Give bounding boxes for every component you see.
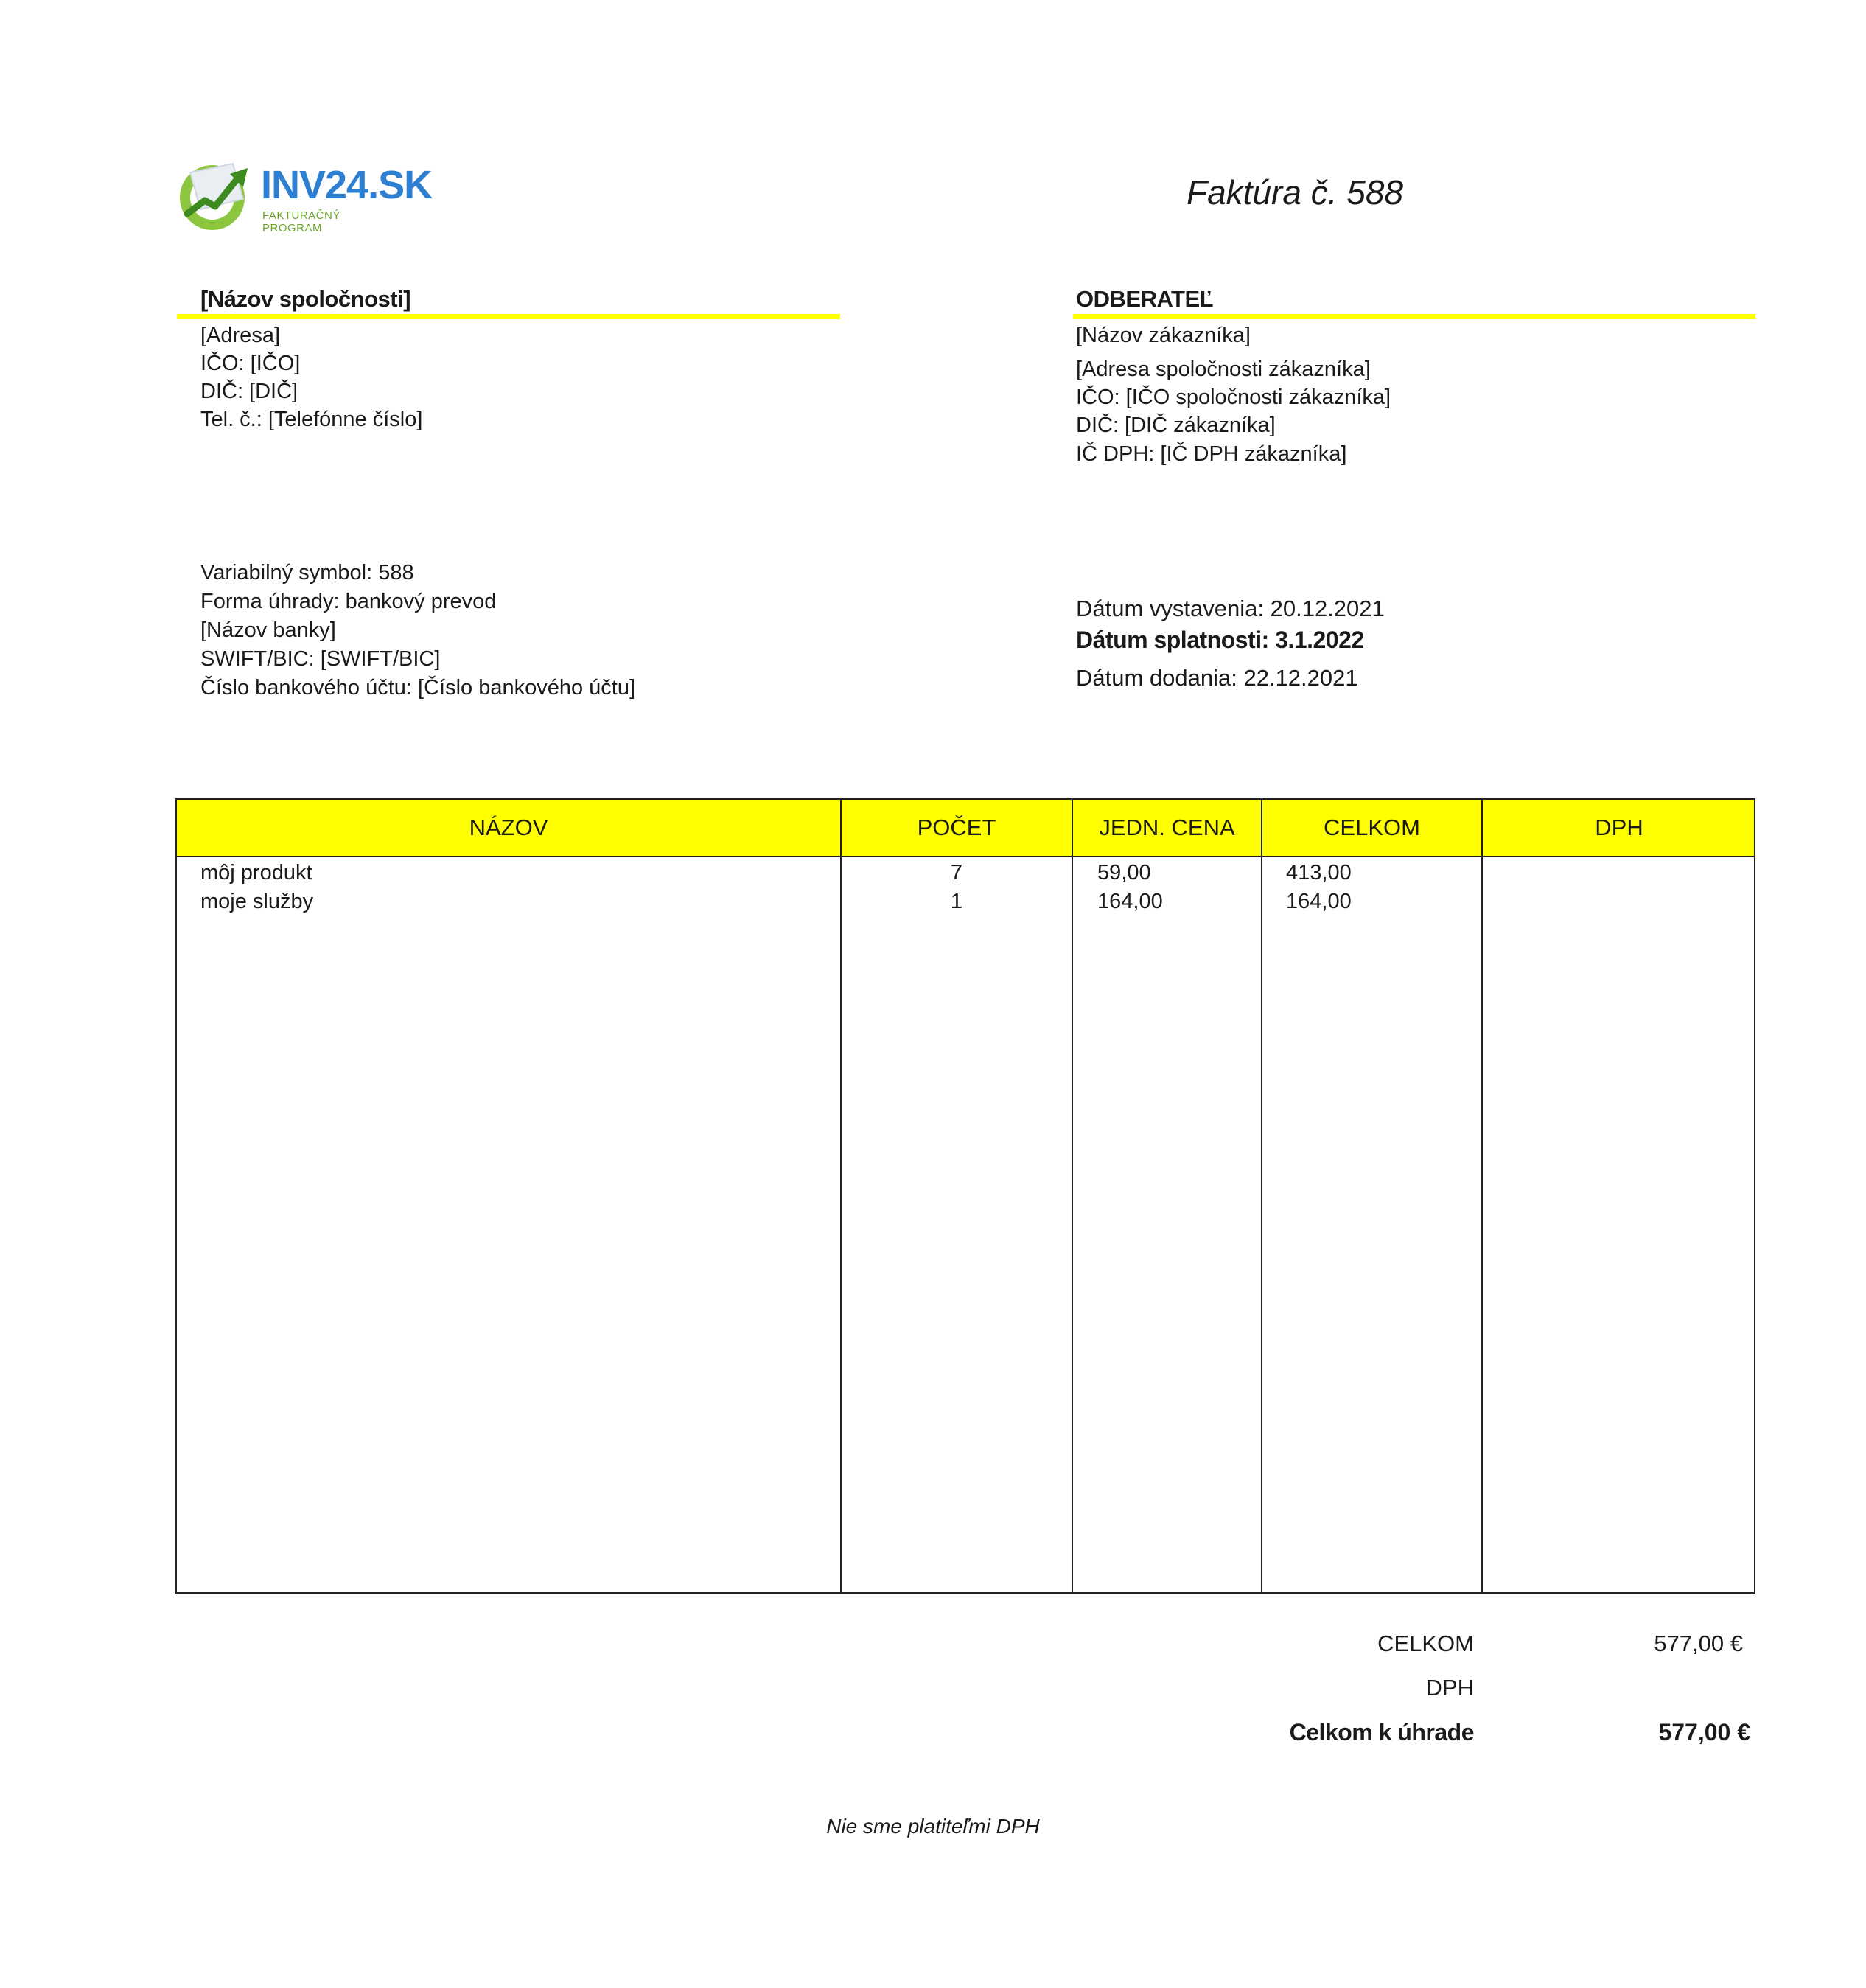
row-unit-price: 164,00	[1097, 890, 1163, 913]
supplier-phone: Tel. č.: [Telefónne číslo]	[200, 408, 423, 431]
supplier-address: [Adresa]	[200, 324, 280, 347]
bank-name: [Názov banky]	[200, 618, 336, 642]
customer-address: [Adresa spoločnosti zákazníka]	[1076, 358, 1371, 381]
logo-chart-icon	[175, 158, 256, 231]
bank-account: Číslo bankového účtu: [Číslo bankového účtu]	[200, 676, 636, 700]
company-logo	[175, 158, 433, 234]
customer-ico: IČO: [IČO spoločnosti zákazníka]	[1076, 386, 1391, 409]
supplier-name: [Názov spoločnosti]	[200, 286, 411, 312]
header-vat: DPH	[1595, 815, 1643, 840]
supplier-dic: DIČ: [DIČ]	[200, 380, 298, 403]
logo-subtitle: FAKTURAČNÝ PROGRAM	[262, 209, 340, 234]
total-value: 577,00 €	[1654, 1630, 1743, 1656]
row-name: môj produkt	[200, 861, 312, 885]
row-total: 164,00	[1286, 890, 1352, 913]
row-total: 413,00	[1286, 861, 1352, 885]
column-divider	[1072, 800, 1073, 1592]
column-divider	[840, 800, 842, 1592]
delivery-date: Dátum dodania: 22.12.2021	[1076, 665, 1358, 691]
issue-date: Dátum vystavenia: 20.12.2021	[1076, 596, 1385, 621]
table-header-row	[177, 800, 1754, 857]
row-quantity: 7	[950, 861, 963, 885]
supplier-underline	[177, 314, 840, 319]
due-date: Dátum splatnosti: 3.1.2022	[1076, 627, 1364, 653]
header-total: CELKOM	[1324, 815, 1420, 840]
column-divider	[1481, 800, 1483, 1592]
header-name: NÁZOV	[469, 815, 548, 840]
row-unit-price: 59,00	[1097, 861, 1151, 885]
header-quantity: POČET	[917, 815, 996, 840]
vat-payer-note: Nie sme platiteľmi DPH	[826, 1815, 1040, 1838]
invoice-title: Faktúra č. 588	[1187, 173, 1404, 212]
customer-underline	[1073, 314, 1755, 319]
header-unit-price: JEDN. CENA	[1099, 815, 1235, 840]
logo-brand-text: INV24.SK	[261, 163, 433, 207]
customer-dic: DIČ: [DIČ zákazníka]	[1076, 414, 1276, 437]
customer-name: [Názov zákazníka]	[1076, 324, 1251, 347]
amount-due-value: 577,00 €	[1658, 1719, 1750, 1745]
payment-method: Forma úhrady: bankový prevod	[200, 590, 497, 613]
variable-symbol: Variabilný symbol: 588	[200, 561, 414, 585]
column-divider	[1261, 800, 1262, 1592]
amount-due-label: Celkom k úhrade	[1289, 1719, 1474, 1745]
row-quantity: 1	[950, 890, 963, 913]
supplier-ico: IČO: [IČO]	[200, 352, 301, 375]
row-name: moje služby	[200, 890, 314, 913]
customer-heading: ODBERATEĽ	[1076, 286, 1214, 312]
items-table	[175, 798, 1755, 1594]
total-label: CELKOM	[1377, 1630, 1474, 1656]
customer-vat-id: IČ DPH: [IČ DPH zákazníka]	[1076, 442, 1347, 466]
vat-label: DPH	[1425, 1675, 1474, 1701]
swift-bic: SWIFT/BIC: [SWIFT/BIC]	[200, 647, 441, 671]
